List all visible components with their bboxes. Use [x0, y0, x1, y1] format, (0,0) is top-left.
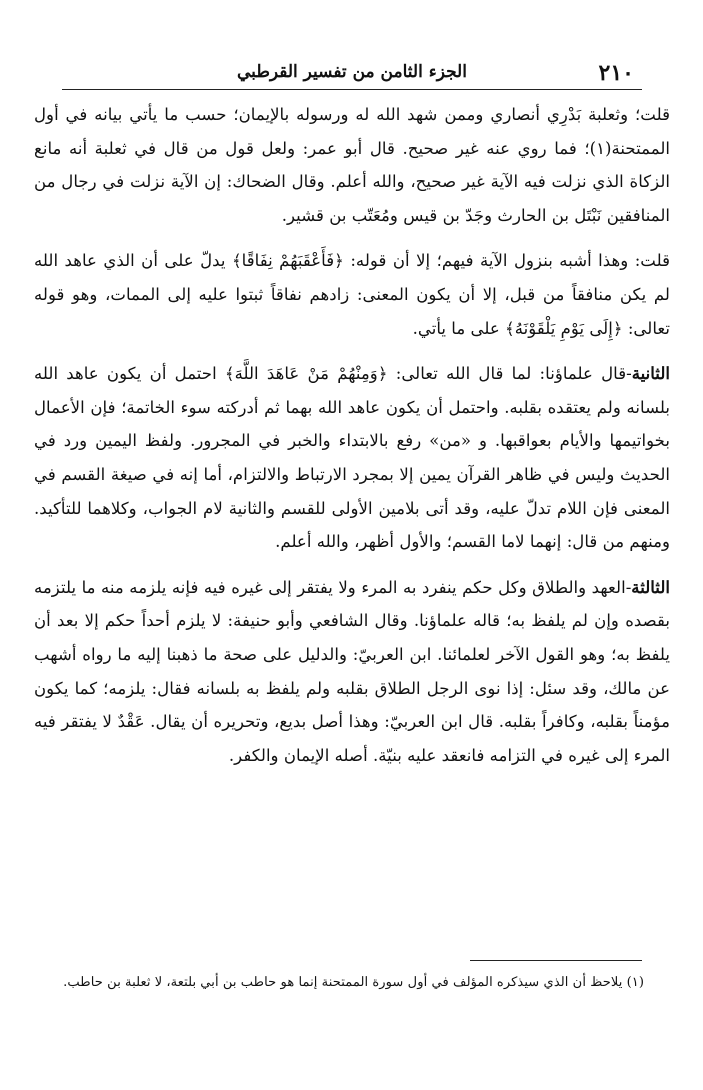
footnote: (١) يلاحظ أن الذي سيذكره المؤلف في أول سورة الممتحنة إنما هو حاطب بن أبي بلتعة، لا ثعلبة بن حاطب.: [63, 975, 644, 990]
header-rule: [62, 89, 642, 90]
running-title: الجزء الثامن من تفسير القرطبي: [237, 62, 467, 82]
paragraph-3-text: -قال علماؤنا: لما قال الله تعالى: ﴿وَمِنْهُمْ مَنْ عَاهَدَ اللَّهَ﴾ احتمل أن يكون عاهد الله بلسانه ولم يعتقده بقلبه. واحتمل أن يكون عاهد الله بهما ثم أدركته سوء الخاتمة؛ فإن الأعمال بخواتيمها والأيام بعواقبها. و «من» رفع بالابتداء والخبر في المجرور. ولفظ اليمين ورد في الحديث وليس في ظاهر القرآن يمين إلا بمجرد الارتباط والالتزام، أما إنه في صيغة القسم في المعنى فإن اللام تدلّ عليه، وقد أتى بلامين الأولى للقسم والثانية لام الجواب، وكلاهما للتأكيد. ومنهم من قال: إنهما لاما القسم؛ والأول أظهر، والله أعلم.: [34, 364, 670, 552]
paragraph-3: [34, 357, 670, 559]
paragraph-2-text: قلت: وهذا أشبه بنزول الآية فيهم؛ إلا أن قوله: ﴿فَأَعْقَبَهُمْ نِفَاقًا﴾ يدلّ على أن الذي عاهد الله لم يكن منافقاً من قبل، إلا أن يكون المعنى: زادهم نفاقاً ثبتوا عليه إلى الممات، وهو قوله تعالى: ﴿إِلَى يَوْمِ يَلْقَوْنَهُ﴾ على ما يأتي.: [34, 251, 670, 338]
paragraph-1-text: قلت؛ وثعلبة بَدْرِي أنصاري وممن شهد الله له ورسوله بالإيمان؛ حسب ما يأتي بيانه في أول الممتحنة(١)؛ فما روي عنه غير صحيح. قال أبو عمر: ولعل قول من قال في ثعلبة أنه مانع الزكاة الذي نزلت فيه الآية غير صحيح، والله أعلم. وقال الضحاك: إن الآية نزلت في رجال من المنافقين نَبْتَل بن الحارث وجَدّ بن قيس ومُعَتّب بن قشير.: [34, 105, 670, 225]
paragraph-1: [34, 98, 670, 232]
paragraph-4-lead: الثالثة: [631, 576, 670, 597]
paragraph-4-text: -العهد والطلاق وكل حكم ينفرد به المرء ولا يفتقر إلى غيره فيه فإنه يلزمه منه ما يلتزمه بقصده وإن لم يلفظ به؛ قاله علماؤنا. وقال الشافعي وأبو حنيفة: لا يلزم أحداً حكم إلا بعد أن يلفظ به؛ وهو القول الآخر لعلمائنا. ابن العربيّ: والدليل على صحة ما ذهبنا إليه ما رواه أشهب عن مالك، وقد سئل: إذا نوى الرجل الطلاق بقلبه ولم يلفظ به بلسانه فقال: يلزمه؛ كما يكون مؤمناً بقلبه، وكافراً بقلبه. قال ابن العربيّ: وهذا أصل بديع، وتحريره أن يقال. عَقْدٌ لا يفتقر فيه المرء إلى غيره في التزامه فانعقد عليه بنيّة. أصله الإيمان والكفر.: [34, 577, 670, 765]
paragraph-4: [34, 571, 670, 773]
paragraph-3-lead: الثانية: [631, 363, 670, 384]
page-body: [34, 98, 670, 784]
page-number: ٢١٠: [598, 60, 634, 86]
page-header: [62, 56, 642, 90]
footnote-rule: [470, 960, 642, 961]
paragraph-2: [34, 244, 670, 345]
